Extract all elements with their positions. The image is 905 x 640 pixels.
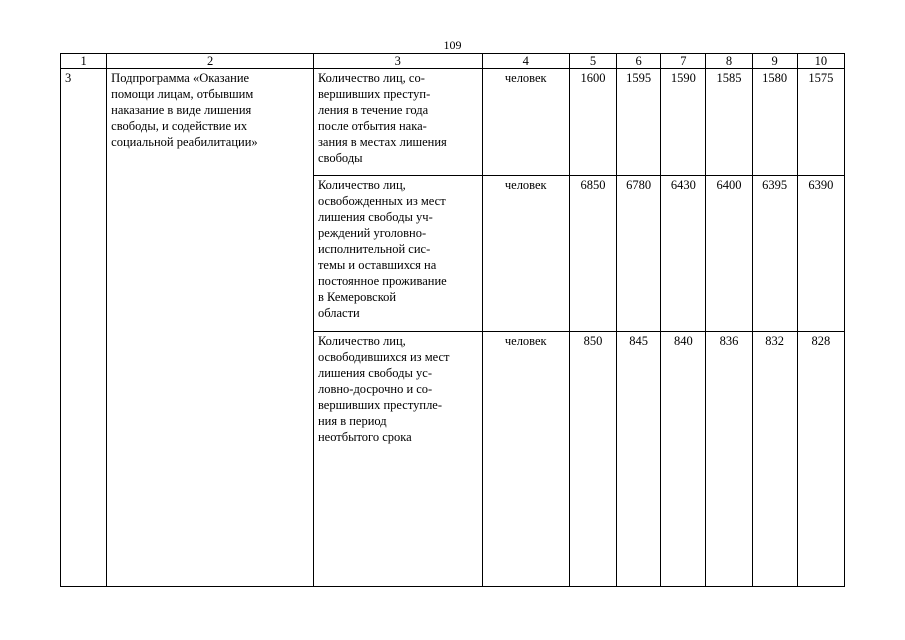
indicator-name: Количество лиц, освобожденных из мест лишения свободы уч- реждений уголовно- исполнительной сис- темы и оставшихся на постоянное проживание в Кемеровской области (313, 176, 482, 332)
indicator-value: 840 (661, 332, 706, 587)
indicator-value: 6850 (569, 176, 616, 332)
column-number: 5 (569, 54, 616, 69)
column-number: 7 (661, 54, 706, 69)
column-number: 9 (752, 54, 797, 69)
page-number: 109 (443, 38, 462, 52)
indicator-value: 832 (752, 332, 797, 587)
program-name: Подпрограмма «Оказание помощи лицам, отбывшим наказание в виде лишения свободы, и содействие их социальной реабилитации» (107, 69, 314, 587)
indicator-value: 836 (706, 332, 752, 587)
indicator-value: 1595 (617, 69, 661, 176)
indicator-value: 6395 (752, 176, 797, 332)
column-number: 6 (617, 54, 661, 69)
indicator-value: 828 (797, 332, 844, 587)
column-number: 4 (482, 54, 569, 69)
column-number: 8 (706, 54, 752, 69)
indicator-value: 1590 (661, 69, 706, 176)
table-row (61, 69, 845, 176)
indicator-value: 1585 (706, 69, 752, 176)
indicator-table (60, 53, 845, 587)
indicator-unit: человек (482, 176, 569, 332)
indicator-unit: человек (482, 332, 569, 587)
indicator-value: 845 (617, 332, 661, 587)
indicator-value: 6780 (617, 176, 661, 332)
indicator-value: 1575 (797, 69, 844, 176)
indicator-name: Количество лиц, освободившихся из мест лишения свободы ус- ловно-досрочно и со- вершивших преступле- ния в период неотбытого срока (313, 332, 482, 587)
indicator-value: 1600 (569, 69, 616, 176)
indicator-value: 6430 (661, 176, 706, 332)
indicator-value: 6390 (797, 176, 844, 332)
indicator-unit: человек (482, 69, 569, 176)
column-number: 1 (61, 54, 107, 69)
indicator-value: 1580 (752, 69, 797, 176)
column-number-row (61, 54, 845, 69)
column-number: 3 (313, 54, 482, 69)
column-number: 2 (107, 54, 314, 69)
indicator-name: Количество лиц, со- вершивших преступ- ления в течение года после отбытия нака- зания в местах лишения свободы (313, 69, 482, 176)
column-number: 10 (797, 54, 844, 69)
indicator-value: 850 (569, 332, 616, 587)
indicator-value: 6400 (706, 176, 752, 332)
row-index: 3 (61, 69, 107, 587)
